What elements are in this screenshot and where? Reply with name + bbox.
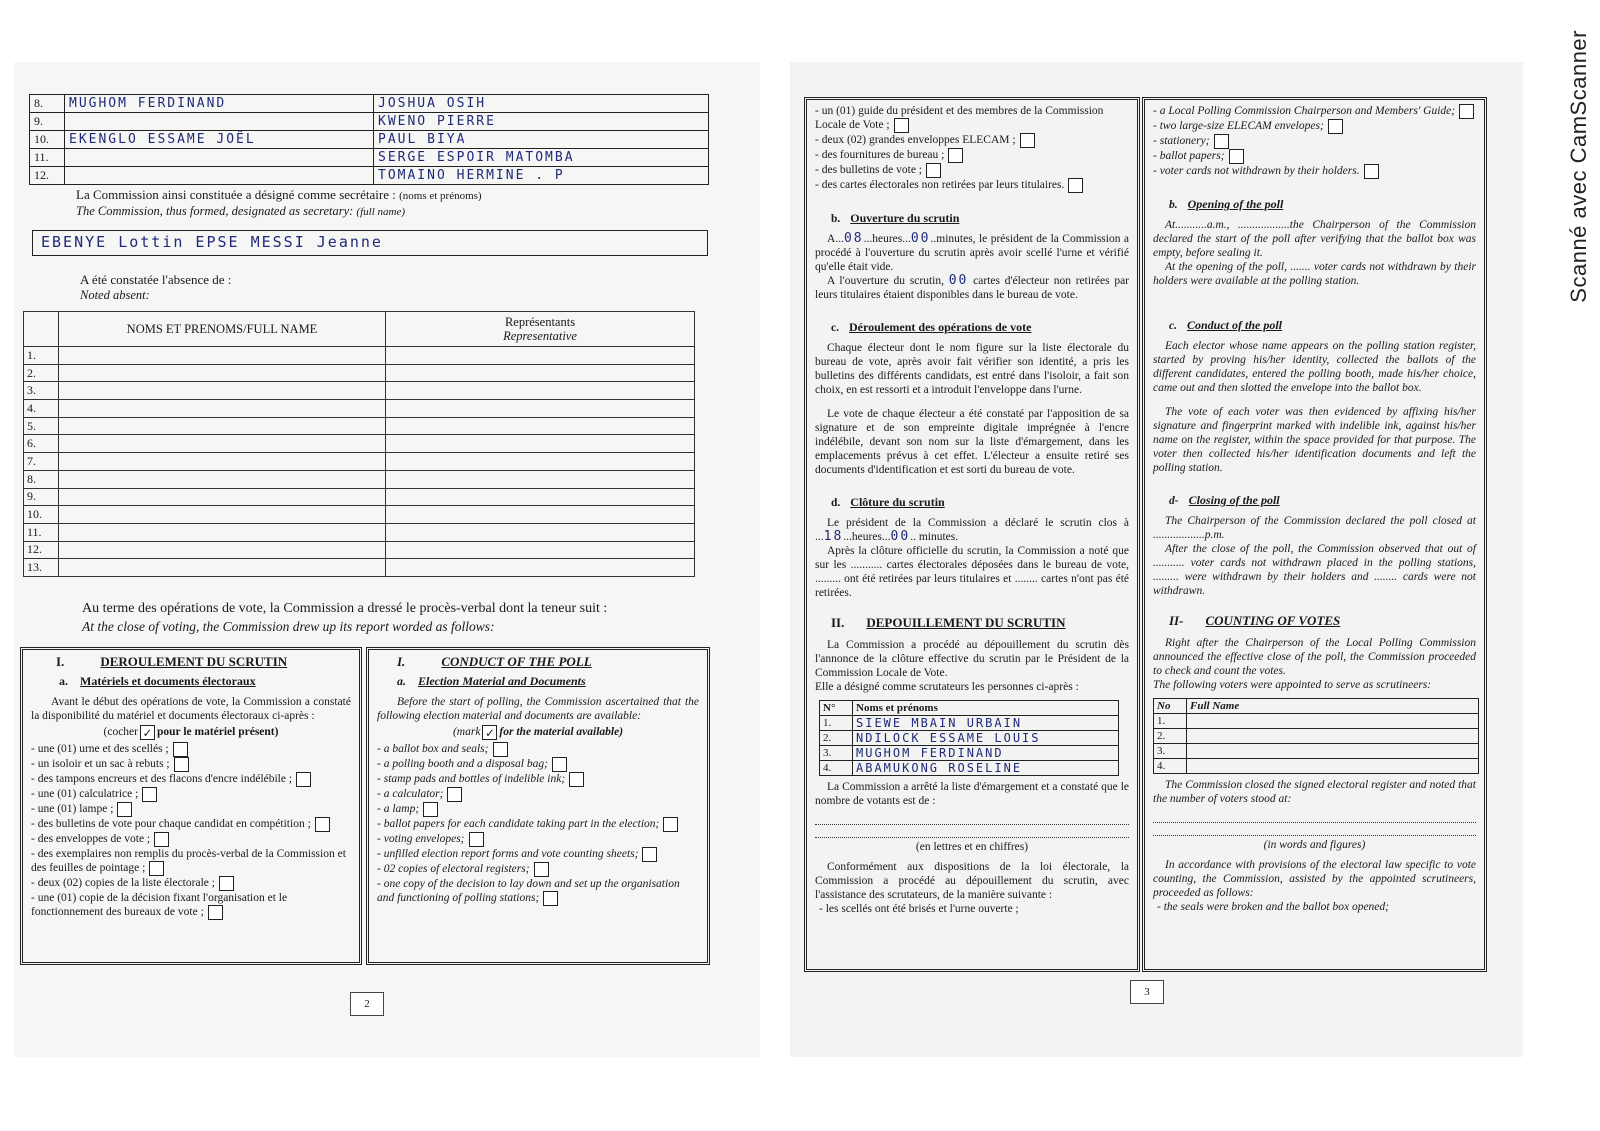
absent-row-number: 10. [24, 506, 59, 524]
counting-fr-title: DEPOUILLEMENT DU SCRUTIN [866, 615, 1066, 630]
scrutineer-name-cell [1187, 714, 1479, 729]
closing-fr-p2: Après la clôture officielle du scrutin, la Commission a noté que sur les ........... cartes électorales déposées dans le bureau de vote, ......... ont été retirées par leurs titulaires et ........ cartes n'ont pas été retirées. [815, 545, 1129, 599]
scrutineer-name: SIEWE MBAIN URBAIN [853, 716, 1119, 731]
member-row [30, 167, 709, 185]
absent-rep-cell [386, 506, 695, 524]
absent-name-cell [59, 523, 386, 541]
material-checkbox[interactable] [534, 862, 549, 877]
material-checkbox[interactable] [1020, 133, 1035, 148]
words-figures-fr: (en lettres et en chiffres) [915, 841, 1029, 853]
closing-fr-p1: Le président de la Commission a déclaré le scrutin clos à ...18...heures...00.. minutes. [815, 517, 1129, 544]
material-item [31, 802, 351, 817]
scrutineer-number: 1. [820, 716, 853, 731]
absent-row [24, 470, 695, 488]
scrutineer-row [820, 716, 1119, 731]
member-row [30, 131, 709, 149]
member-row [30, 149, 709, 167]
materials-fr-title: Matériels et documents électoraux [80, 674, 256, 688]
absent-name-cell [59, 347, 386, 365]
scrutineer-number: 2. [1154, 729, 1187, 744]
member-row [30, 95, 709, 113]
absent-row-number: 11. [24, 523, 59, 541]
material-item-label: des bulletins de vote ; [821, 164, 923, 177]
conduct-en-title: CONDUCT OF THE POLL [441, 654, 592, 669]
member-representative: PAUL BIYA [374, 131, 709, 149]
materials-en-title: Election Material and Documents [418, 674, 586, 688]
absent-row [24, 559, 695, 577]
absent-row-number: 9. [24, 488, 59, 506]
absent-row [24, 435, 695, 453]
voters-count-line-2 [815, 825, 1129, 838]
opening-fr-title: Ouverture du scrutin [850, 211, 960, 225]
report-intro-en: At the close of voting, the Commission drew up its report worded as follows: [82, 619, 495, 634]
material-checkbox[interactable] [926, 163, 941, 178]
absent-label-en: Noted absent: [80, 288, 150, 302]
material-item [377, 847, 699, 862]
absent-row [24, 417, 695, 435]
material-item-label: a lamp; [383, 803, 420, 816]
material-item-label: des cartes électorales non retirées par leurs titulaires. [821, 179, 1065, 192]
absent-row [24, 541, 695, 559]
scrutineer-number: 4. [820, 761, 853, 776]
material-item [377, 862, 699, 877]
closing-en-p1: The Chairperson of the Commission declared the poll closed at ..................p.m. [1153, 515, 1476, 541]
opening-en-title: Opening of the poll [1187, 197, 1284, 211]
material-item-label: voting envelopes; [383, 833, 465, 846]
closing-en-title: Closing of the poll [1188, 493, 1280, 507]
material-item [31, 832, 351, 847]
material-checkbox[interactable] [469, 832, 484, 847]
member-name [65, 149, 374, 167]
material-item [377, 802, 699, 817]
material-checkbox[interactable] [543, 891, 558, 906]
scrutineer-name-cell [1187, 729, 1479, 744]
material-item [377, 772, 699, 787]
absent-row [24, 382, 695, 400]
absent-row-number: 12. [24, 541, 59, 559]
members-table [29, 94, 709, 185]
closing-fr-title: Clôture du scrutin [850, 495, 945, 509]
scrutineer-number: 4. [1154, 759, 1187, 774]
material-checkbox[interactable] [1364, 164, 1379, 179]
material-item-label: 02 copies of electoral registers; [383, 863, 530, 876]
absent-row [24, 523, 695, 541]
absent-row [24, 347, 695, 365]
absent-name-cell [59, 453, 386, 471]
material-checkbox[interactable] [1459, 104, 1474, 119]
material-checkbox[interactable] [894, 118, 909, 133]
member-representative: KWENO PIERRE [374, 113, 709, 131]
voters-count-line-en-2 [1153, 823, 1476, 836]
absent-col-names: NOMS ET PRENOMS/FULL NAME [59, 312, 386, 347]
absent-name-cell [59, 541, 386, 559]
member-number: 9. [30, 113, 65, 131]
right-en-column: - a Local Polling Commission Chairperson and Members' Guide; - two large-size ELECAM envelopes; - stationery; - ballot papers; - voter cards not withdrawn by their holders. b. Opening of the poll At...........a.m., ..................the Chairperson of the Commission declared the start of the poll after verifying that the ballot box was empty, before sealing it. At the opening of the poll, ....... voter cards not withdrawn by their holders were available at the polling station. c. Conduct of the poll Each elector whose name appears on the polling station register, started by proving his/her identity, collected the ballots of the different candidates, entered the polling booth, made his/her choice, came out and then slotted the envelope into the ballot box. The vote of each voter was then evidenced by affixing his/her signature and fingerprint marked with indelible ink, against his/her name on the register, within the space provided for that purpose. The voter then collected his/her identification documents and left the polling station. d- Closing of the poll The Chairperson of the Commission declared the poll closed at ..................p.m. After the close of the poll, the Commission observed that out of ........... voter cards not withdrawn placed in the polling stations, ......... were withdrawn by their holders and ........ cards were not withdrawn. II- COUNTING OF VOTES Right after the Chairperson of the Local Polling Commission announced the effective close of the poll, the Commission proceeded to check and count the votes. The following voters were appointed to serve as scrutineers: No Full Name 1. 2. 3. 4. The Commission closed the signed electoral register and noted that the number of voters stood at: (in words and figures) In accordance with provisions of the electoral law specific to vote counting, the Commission, assisted by the appointed scrutineers, proceeded as follows: - the seals were broken and the ballot box opened; [1142, 97, 1487, 972]
material-item [815, 148, 1129, 163]
right-page [790, 62, 1523, 1057]
material-item-label: un (01) guide du président et des membres de la Commission Locale de Vote ; [815, 105, 1104, 132]
scrutineer-number: 3. [820, 746, 853, 761]
material-item [377, 757, 699, 772]
mark-instruction-fr: (cocher ✓ pour le matériel présent) [103, 726, 279, 740]
counting-fr-p2: Elle a désigné comme scrutateurs les personnes ci-après : [815, 681, 1079, 693]
material-checkbox[interactable] [1229, 149, 1244, 164]
material-item-label: a polling booth and a disposal bag; [383, 758, 548, 771]
material-item [815, 104, 1129, 133]
absent-row [24, 488, 695, 506]
scrutineer-row [1154, 729, 1479, 744]
member-number: 11. [30, 149, 65, 167]
scrutineer-number: 1. [1154, 714, 1187, 729]
material-checkbox[interactable] [552, 757, 567, 772]
material-checkbox[interactable] [154, 832, 169, 847]
materials-fr-list [31, 742, 351, 920]
secretary-label-en: The Commission, thus formed, designated as secretary: (full name) [76, 204, 405, 218]
absent-row-number: 7. [24, 453, 59, 471]
material-checkbox[interactable] [493, 742, 508, 757]
absent-row [24, 364, 695, 382]
material-item [31, 787, 351, 802]
material-item [31, 757, 351, 772]
absent-name-cell [59, 400, 386, 418]
member-number: 12. [30, 167, 65, 185]
material-item-label: ballot papers for each candidate taking part in the election; [383, 818, 660, 831]
register-en: The Commission closed the signed electoral register and noted that the number of voters stood at: [1153, 779, 1476, 805]
absent-name-cell [59, 382, 386, 400]
material-checkbox[interactable] [423, 802, 438, 817]
counting-fr-p1: La Commission a procédé au dépouillement du scrutin dès l'annonce de la clôture effective du scrutin par le Président de la Commission Locale de Vote. [815, 639, 1129, 679]
secretary-name-box [32, 230, 708, 256]
material-item [815, 133, 1129, 148]
law-en: In accordance with provisions of the electoral law specific to vote counting, the Commission, assisted by the appointed scrutineers, proceeded as follows: [1153, 859, 1476, 899]
material-checkbox[interactable] [642, 847, 657, 862]
material-checkbox[interactable] [1214, 134, 1229, 149]
material-item [815, 178, 1129, 193]
materials-fr-list-cont [815, 104, 1129, 193]
material-item-label: deux (02) copies de la liste électorale ; [37, 877, 215, 890]
material-item [1153, 104, 1476, 119]
material-checkbox[interactable] [569, 772, 584, 787]
scrutineer-row [820, 746, 1119, 761]
conduct-en-p2: The vote of each voter was then evidenced by affixing his/her signature and fingerprint marked with indelible ink, against his/her name on the register, within the space provided for that purpose. The voter then collected his/her identification documents and left the polling station. [1153, 406, 1476, 474]
material-item [31, 772, 351, 787]
member-name: MUGHOM FERDINAND [65, 95, 374, 113]
material-checkbox[interactable] [663, 817, 678, 832]
absent-rep-cell [386, 523, 695, 541]
page-number-left: 2 [350, 992, 384, 1016]
register-fr: La Commission a arrêté la liste d'émargement et a constaté que le nombre de votants est de : [815, 781, 1129, 807]
material-item-label: une (01) lampe ; [37, 803, 114, 816]
material-checkbox[interactable] [117, 802, 132, 817]
counting-en-p1: Right after the Chairperson of the Local Polling Commission announced the effective close of the poll, the Commission proceeded to check and count the votes. [1153, 637, 1476, 677]
conduct-fr-p2: Le vote de chaque électeur a été constaté par l'apposition de sa signature et de son empreinte digitale imprégnée à l'encre indélébile, devant son nom sur la liste d'émargement, dans les emplacements prévus à cet effet. L'électeur a ensuite retiré ses documents d'identification et est sorti du bureau de vote. [815, 408, 1129, 476]
material-item-label: des bulletins de vote pour chaque candidat en compétition ; [37, 818, 311, 831]
material-item [1153, 134, 1476, 149]
material-item-label: ballot papers; [1159, 150, 1225, 163]
material-item-label: une (01) urne et des scellés ; [37, 743, 169, 756]
material-item [377, 742, 699, 757]
material-checkbox[interactable] [149, 861, 164, 876]
checked-box-icon: ✓ [482, 725, 497, 740]
absent-name-cell [59, 435, 386, 453]
opening-en-p2: At the opening of the poll, ....... voter cards not withdrawn by their holders were available at the polling station. [1153, 261, 1476, 287]
words-figures-en: (in words and figures) [1263, 839, 1366, 851]
absent-rep-cell [386, 400, 695, 418]
material-checkbox[interactable] [1328, 119, 1343, 134]
material-item-label: deux (02) grandes enveloppes ELECAM ; [821, 134, 1016, 147]
absent-label-fr: A été constatée l'absence de : [80, 272, 232, 287]
absent-name-cell [59, 559, 386, 577]
right-fr-column: - un (01) guide du président et des membres de la Commission Locale de Vote ; - deux (02) grandes enveloppes ELECAM ; - des fournitures de bureau ; - des bulletins de vote ; - des cartes électorales non retirées par leurs titulaires. b. Ouverture du scrutin A...08...heures...00..minutes, le président de la Commission a procédé à l'ouverture du scrutin après avoir scellé l'urne et vérifié qu'elle était vide. A l'ouverture du scrutin, 00 cartes d'électeur non retirées par leurs titulaires étaient disponibles dans le bureau de vote. c. Déroulement des opérations de vote Chaque électeur dont le nom figure sur la liste électorale du bureau de vote, après avoir fait vérifier son identité, a pris les bulletins des différents candidats, est entré dans l'isoloir, a fait son choix, en est ressorti et a introduit l'enveloppe dans l'urne. Le vote de chaque électeur a été constaté par l'apposition de sa signature et de son empreinte digitale imprégnée à l'encre indélébile, devant son nom sur la liste d'émargement, dans les emplacements prévus à cet effet. L'électeur a ensuite retiré ses documents d'identification et est sorti du bureau de vote. d. Clôture du scrutin Le président de la Commission a déclaré le scrutin clos à ...18...heures...00.. minutes. Après la clôture officielle du scrutin, la Commission a noté que sur les ........... cartes électorales déposées dans le bureau de vote, ......... ont été retirées par leurs titulaires et ........ cartes n'ont pas été retirées. II. DEPOUILLEMENT DU SCRUTIN La Commission a procédé au dépouillement du scrutin dès l'annonce de la clôture effective du scrutin par le Président de la Commission Locale de Vote. Elle a désigné comme scrutateurs les personnes ci-après : N° Noms et prénoms 1. SIEWE MBAIN URBAIN 2. NDILOCK ESSAME LOUIS 3. MUGHOM FERDINAND 4. ABAMUKONG ROSELINE La Commission a arrêté la liste d'émargement et a constaté que le nombre de votants est de : (en lettres et en chiffres) Conformément aux dispositions de la loi électorale, la Commission a procédé au dépouillement du scrutin, avec l'assistance des scrutateurs, de la manière suivante : - les scellés ont été brisés et l'urne ouverte ; [804, 97, 1140, 972]
absent-rep-cell [386, 470, 695, 488]
scrutineer-row [1154, 744, 1479, 759]
material-item-label: a calculator; [383, 788, 444, 801]
scrutineer-row [1154, 714, 1479, 729]
absent-rep-cell [386, 347, 695, 365]
material-item-label: voter cards not withdrawn by their holders. [1159, 165, 1360, 178]
member-representative: TOMAINO HERMINE . P [374, 167, 709, 185]
material-checkbox[interactable] [173, 742, 188, 757]
scrutineers-fr-table: N° Noms et prénoms 1. SIEWE MBAIN URBAIN 2. NDILOCK ESSAME LOUIS 3. MUGHOM FERDINAND 4. ABAMUKONG ROSELINE [819, 700, 1119, 776]
material-checkbox[interactable] [219, 876, 234, 891]
closing-en-p2: After the close of the poll, the Commission observed that out of ........... voter cards not withdrawn placed in the polling stations, ......... were withdrawn by their holders and ........ cards were not withdrawn. [1153, 543, 1476, 597]
absent-row-number: 1. [24, 347, 59, 365]
material-checkbox[interactable] [447, 787, 462, 802]
absent-table [23, 311, 695, 577]
conduct-fr-column: I. DEROULEMENT DU SCRUTIN a. Matériels et documents électoraux Avant le début des opérations de vote, la Commission a constaté la disponibilité du matériel et documents électoraux ci-après : (cocher ✓ pour le matériel présent) - une (01) urne et des scellés ; - un isoloir et un sac à rebuts ; - des tampons encreurs et des flacons d'encre indélébile ; - une (01) calculatrice ; - une (01) lampe ; - des bulletins de vote pour chaque candidat en compétition ; - des enveloppes de vote ; - des exemplaires non remplis du procès-verbal de la Commission et des feuilles de pointage ; - deux (02) copies de la liste électorale ; - une (01) copie de la décision fixant l'organisation et le fonctionnement des bureaux de vote ; [20, 647, 362, 965]
material-item [377, 787, 699, 802]
absent-row [24, 506, 695, 524]
scrutineer-name-cell [1187, 744, 1479, 759]
absent-row-number: 13. [24, 559, 59, 577]
material-checkbox[interactable] [948, 148, 963, 163]
absent-rep-cell [386, 453, 695, 471]
material-item-label: one copy of the decision to lay down and set up the organisation and functioning of polling stations; [377, 878, 680, 905]
voters-count-line-1 [815, 812, 1129, 825]
scrutineer-row [820, 731, 1119, 746]
member-name [65, 113, 374, 131]
left-page [14, 62, 760, 1057]
voters-count-line-en-1 [1153, 810, 1476, 823]
scrutineer-name-cell [1187, 759, 1479, 774]
absent-row [24, 400, 695, 418]
absent-name-cell [59, 417, 386, 435]
secretary-label-fr: La Commission ainsi constituée a désigné comme secrétaire : (noms et prénoms) [76, 187, 482, 202]
absent-rep-cell [386, 382, 695, 400]
material-item-label: une (01) calculatrice ; [37, 788, 139, 801]
scrutineer-number: 2. [820, 731, 853, 746]
opening-fr-text: A...08...heures...00..minutes, le président de la Commission a procédé à l'ouverture du scrutin après avoir scellé l'urne et vérifié qu'elle était vide. [815, 231, 1129, 273]
material-item-label: a ballot box and seals; [383, 743, 489, 756]
scrutineer-row [1154, 759, 1479, 774]
absent-rep-cell [386, 488, 695, 506]
absent-row-number: 6. [24, 435, 59, 453]
absent-name-cell [59, 488, 386, 506]
scrutineer-name: MUGHOM FERDINAND [853, 746, 1119, 761]
materials-fr-intro: Avant le début des opérations de vote, la Commission a constaté la disponibilité du matériel et documents électoraux ci-après : [31, 696, 351, 722]
material-checkbox[interactable] [1068, 178, 1083, 193]
material-item [815, 163, 1129, 178]
material-item-label: des fournitures de bureau ; [821, 149, 945, 162]
member-representative: JOSHUA OSIH [374, 95, 709, 113]
material-item-label: stationery; [1159, 135, 1210, 148]
absent-rep-cell [386, 435, 695, 453]
member-name: EKENGLO ESSAME JOËL [65, 131, 374, 149]
scrutineer-name: NDILOCK ESSAME LOUIS [853, 731, 1119, 746]
absent-row-number: 8. [24, 470, 59, 488]
scrutineers-en-table: No Full Name 1. 2. 3. 4. [1153, 698, 1479, 774]
conduct-en-p1: Each elector whose name appears on the polling station register, started by proving his/her identity, collected the ballots of the different candidates, entered the polling booth, made his/her choice, came out and then slotted the envelope into the ballot box. [1153, 340, 1476, 394]
material-checkbox[interactable] [296, 772, 311, 787]
scanner-watermark: Scanné avec CamScanner [1566, 30, 1591, 303]
absent-rep-cell [386, 541, 695, 559]
conduct-fr-subtitle: Déroulement des opérations de vote [848, 320, 1032, 334]
material-item [1153, 119, 1476, 134]
absent-name-cell [59, 506, 386, 524]
conduct-fr-p1: Chaque électeur dont le nom figure sur la liste électorale du bureau de vote, après avoir fait vérifier son identité, a pris les bulletins des différents candidats, est entré dans l'isoloir, a fait son choix, en est ressorti et a introduit l'enveloppe dans l'urne. [815, 342, 1129, 396]
material-item [31, 876, 351, 891]
absent-rep-cell [386, 559, 695, 577]
law-en-list: - the seals were broken and the ballot box opened; [1157, 900, 1476, 914]
absent-col-rep: Représentants Representative [386, 312, 695, 347]
material-item-label: un isoloir et un sac à rebuts ; [37, 758, 170, 771]
material-item [377, 832, 699, 847]
absent-name-cell [59, 470, 386, 488]
absent-name-cell [59, 364, 386, 382]
opening-en-p1: At...........a.m., ..................the Chairperson of the Commission declared the start of the poll after verifying that the ballot box was empty, before sealing it. [1153, 219, 1476, 259]
material-item-label: stamp pads and bottles of indelible ink; [383, 773, 566, 786]
scrutineer-row [820, 761, 1119, 776]
materials-en-intro: Before the start of polling, the Commission ascertained that the following election material and documents are available: [377, 696, 699, 722]
material-item-label: a Local Polling Commission Chairperson and Members' Guide; [1159, 105, 1456, 118]
material-checkbox[interactable] [142, 787, 157, 802]
material-item-label: two large-size ELECAM envelopes; [1159, 120, 1324, 133]
material-item [1153, 164, 1476, 179]
absent-rep-cell [386, 417, 695, 435]
law-fr: Conformément aux dispositions de la loi électorale, la Commission a procédé au dépouillement du scrutin, avec l'assistance des scrutateurs, de la manière suivante : [815, 861, 1129, 901]
material-checkbox[interactable] [208, 905, 223, 920]
member-name [65, 167, 374, 185]
material-checkbox[interactable] [174, 757, 189, 772]
absent-row [24, 453, 695, 471]
material-item [377, 877, 699, 906]
absent-row-number: 5. [24, 417, 59, 435]
mark-instruction-en: (mark ✓ for the material available) [452, 726, 624, 740]
conduct-fr-title: DEROULEMENT DU SCRUTIN [100, 654, 288, 669]
member-number: 10. [30, 131, 65, 149]
report-intro-fr: Au terme des opérations de vote, la Commission a dressé le procès-verbal dont la teneur suit : [82, 601, 608, 616]
material-item [377, 817, 699, 832]
scrutineer-name: ABAMUKONG ROSELINE [853, 761, 1119, 776]
material-item [31, 847, 351, 876]
material-item-label: des exemplaires non remplis du procès-verbal de la Commission et des feuilles de pointage ; [31, 848, 346, 875]
scrutineer-number: 3. [1154, 744, 1187, 759]
counting-en-title: COUNTING OF VOTES [1205, 613, 1341, 628]
material-item-label: une (01) copie de la décision fixant l'organisation et le fonctionnement des bureaux de vote ; [31, 892, 288, 919]
materials-en-list-cont [1153, 104, 1476, 179]
material-item-label: des tampons encreurs et des flacons d'encre indélébile ; [37, 773, 293, 786]
absent-row-number: 2. [24, 364, 59, 382]
secretary-name: EBENYE Lottin EPSE MESSI Jeanne [41, 233, 383, 251]
materials-en-list [377, 742, 699, 906]
member-number: 8. [30, 95, 65, 113]
member-representative: SERGE ESPOIR MATOMBA [374, 149, 709, 167]
material-checkbox[interactable] [315, 817, 330, 832]
material-item [31, 891, 351, 920]
member-row [30, 113, 709, 131]
conduct-en-column: I. CONDUCT OF THE POLL a. Election Material and Documents Before the start of polling, the Commission ascertained that the following election material and documents are available: (mark ✓ for the material available) - a ballot box and seals; - a polling booth and a disposal bag; - stamp pads and bottles of indelible ink; - a calculator; - a lamp; - ballot papers for each candidate taking part in the election; - voting envelopes; - unfilled election report forms and vote counting sheets; - 02 copies of electoral registers; - one copy of the decision to lay down and set up the organisation and functioning of polling stations; [366, 647, 710, 965]
material-item-label: des enveloppes de vote ; [37, 833, 151, 846]
law-fr-list: - les scellés ont été brisés et l'urne ouverte ; [819, 902, 1129, 916]
material-item-label: unfilled election report forms and vote counting sheets; [383, 848, 639, 861]
conduct-en-subtitle: Conduct of the poll [1186, 318, 1282, 332]
opening-fr-cards: A l'ouverture du scrutin, 00 cartes d'électeur non retirées par leurs titulaires étaient disponibles dans le bureau de vote. [815, 273, 1129, 301]
counting-en-p2: The following voters were appointed to serve as scrutineers: [1153, 679, 1432, 691]
absent-rep-cell [386, 364, 695, 382]
material-item [31, 817, 351, 832]
page-number-right: 3 [1130, 980, 1164, 1004]
material-item [31, 742, 351, 757]
material-item [1153, 149, 1476, 164]
absent-row-number: 4. [24, 400, 59, 418]
checked-box-icon: ✓ [140, 725, 155, 740]
absent-row-number: 3. [24, 382, 59, 400]
